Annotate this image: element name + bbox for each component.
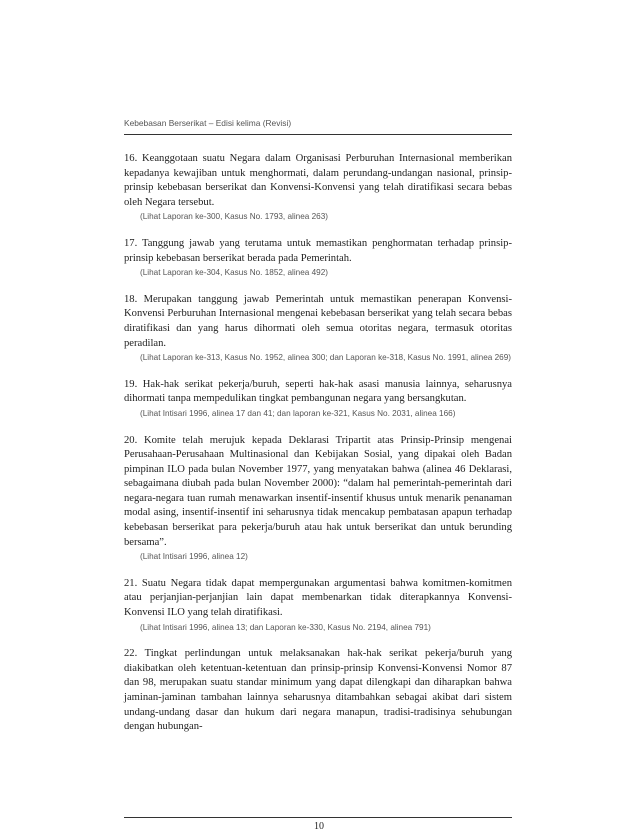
reference-note: (Lihat Intisari 1996, alinea 13; dan Laporan ke-330, Kasus No. 2194, alinea 791) (140, 622, 431, 632)
paragraph-text: 16. Keanggotaan suatu Negara dalam Organisasi Perburuhan Internasional memberikan kepadanya kewajiban untuk menghormati, dalam perundang-undangan nasional, prinsip-prinsip kebebasan berserikat dan Konvensi-Konvensi yang telah diratifikasi secara bebas oleh Negara tersebut. (124, 153, 512, 208)
footer-rule (124, 817, 512, 818)
reference-note: (Lihat Laporan ke-304, Kasus No. 1852, alinea 492) (140, 268, 328, 278)
paragraph-text: 17. Tanggung jawab yang terutama untuk memastikan penghormatan terhadap prinsip-prinsip kebebasan berserikat berada pada Pemerintah. (124, 237, 512, 264)
page-number: 10 (314, 821, 324, 832)
paragraph-17 (124, 237, 512, 279)
paragraph-21 (124, 577, 512, 633)
paragraph-22 (124, 647, 512, 735)
paragraph-19 (124, 378, 512, 420)
reference-note: (Lihat Intisari 1996, alinea 12) (140, 552, 248, 562)
paragraph-text: 22. Tingkat perlindungan untuk melaksanakan hak-hak serikat pekerja/buruh yang diakibatkan oleh ketentuan-ketentuan dan prinsip-prinsip Konvensi-Konvensi Nomor 87 dan 98, merupakan suatu standar minimum yang dapat dilengkapi dan diharapkan bahwa jaminan-jaminan tambahan lainnya seharusnya ditambahkan sebagai akibat dari sistem undang-undang dasar dan hukum dari negara manapun, tradisi-tradisinya sehubungan dengan hubungan- (124, 648, 512, 733)
paragraph-18 (124, 293, 512, 364)
paragraph-20 (124, 434, 512, 563)
paragraph-16 (124, 152, 512, 223)
reference-note: (Lihat Laporan ke-300, Kasus No. 1793, alinea 263) (140, 212, 328, 222)
running-header: Kebebasan Berserikat – Edisi kelima (Revisi) (124, 118, 292, 128)
reference-note: (Lihat Laporan ke-313, Kasus No. 1952, alinea 300; dan Laporan ke-318, Kasus No. 1991, alinea 269) (140, 353, 511, 363)
paragraph-text: 18. Merupakan tanggung jawab Pemerintah untuk memastikan penerapan Konvensi-Konvensi Perburuhan Internasional mengenai kebebasan berserikat yang telah secara bebas diratifikasi dan yang harus dihormati oleh semua otoritas negara, termasuk otoritas peradilan. (124, 293, 512, 349)
body-text (124, 152, 512, 749)
paragraph-text: 21. Suatu Negara tidak dapat mempergunakan argumentasi bahwa komitmen-komitmen atau perjanjian-perjanjian lain dapat membenarkan tidak diterapkannya Konvensi-Konvensi ILO yang telah diratifikasi. (124, 577, 512, 619)
paragraph-text: 19. Hak-hak serikat pekerja/buruh, seperti hak-hak asasi manusia lainnya, seharusnya dihormati tanpa mempedulikan tingkat pembangunan negara yang bersangkutan. (124, 378, 512, 405)
reference-note: (Lihat Intisari 1996, alinea 17 dan 41; dan laporan ke-321, Kasus No. 2031, alinea 166) (140, 408, 456, 418)
paragraph-text: 20. Komite telah merujuk kepada Deklarasi Tripartit atas Prinsip-Prinsip mengenai Perusahaan-Perusahaan Multinasional dan Kebijakan Sosial, yang dipakai oleh Badan pimpinan ILO pada bulan November 1977, yang menyatakan bahwa (alinea 46 Deklarasi, sebagaimana diubah pada bulan November 2000): “dalam hal pemerintah-pemerintah dari negara-negara tuan rumah menawarkan insentif-insentif khusus untuk menarik penanaman modal asing, insentif-insentif ini seharusnya tidak mencakup pembatasan apapun terhadap kebebasan berserikat para pekerja/buruh atau hak untuk berserikat dan untuk berunding bersama”. (124, 434, 512, 548)
header-rule (124, 134, 512, 135)
